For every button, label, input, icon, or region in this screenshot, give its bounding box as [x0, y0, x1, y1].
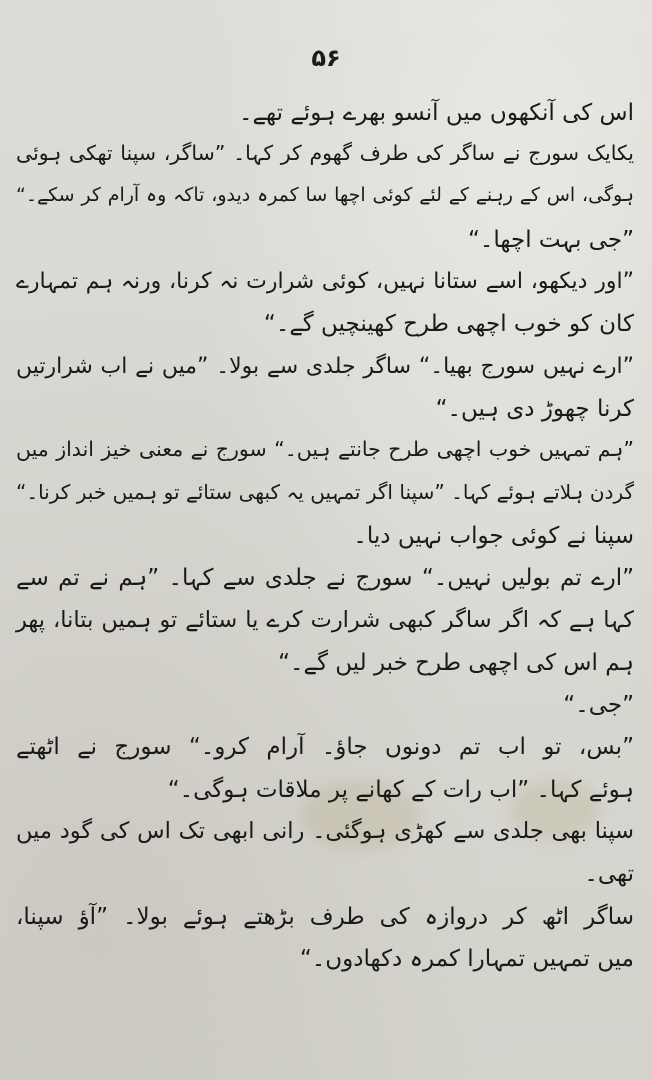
text-line: ”ارے نہیں سورج بھیا۔“ ساگر جلدی سے بولا۔ ”میں نے اب شرارتیں [16, 353, 634, 379]
text-line: تھی۔ [584, 861, 634, 888]
text-line: یکایک سورج نے ساگر کی طرف گھوم کر کہا۔ ”ساگر، سپنا تھکی ہوئی [16, 141, 634, 166]
text-line: ہوگی، اس کے رہنے کے لئے کوئی اچھا سا کمرہ دیدو، تاکہ وہ آرام کر سکے۔“ [16, 183, 634, 206]
text-line: کہا ہے کہ اگر ساگر کبھی شرارت کرے یا ستائے تو ہمیں بتانا، پھر [16, 606, 634, 633]
text-line: اس کی آنکھوں میں آنسو بھرے ہوئے تھے۔ [239, 100, 634, 126]
text-line: کرنا چھوڑ دی ہیں۔“ [435, 396, 634, 423]
text-line: ”ارے تم بولیں نہیں۔“ سورج نے جلدی سے کہا۔ ”ہم نے تم سے [16, 565, 634, 592]
text-line: سپنا بھی جلدی سے کھڑی ہوگئی۔ رانی ابھی تک اس کی گود میں [16, 818, 634, 845]
page-text [16, 100, 634, 988]
text-line: ہم اس کی اچھی طرح خبر لیں گے۔“ [278, 649, 634, 676]
text-line: ”جی۔“ [563, 692, 634, 719]
text-line: ہوئے کہا۔ ”اب رات کے کھانے پر ملاقات ہوگی۔“ [167, 776, 634, 803]
text-line: ”بس، تو اب تم دونوں جاؤ۔ آرام کرو۔“ سورج نے اٹھتے [16, 734, 634, 761]
text-line: گردن ہلاتے ہوئے کہا۔ ”سپنا اگر تمہیں یہ کبھی ستائے تو ہمیں خبر کرنا۔“ [16, 479, 634, 504]
page-number: ۵۶ [311, 44, 341, 72]
text-line: سپنا نے کوئی جواب نہیں دیا۔ [353, 522, 634, 549]
text-line: ”اور دیکھو، اسے ستانا نہیں، کوئی شرارت نہ کرنا، ورنہ ہم تمہارے [16, 269, 634, 295]
text-line: ساگر اٹھ کر دروازہ کی طرف بڑھتے ہوئے بولا۔ ”آؤ سپنا، [16, 903, 634, 930]
text-line: میں تمہیں تمہارا کمرہ دکھادوں۔“ [299, 945, 634, 972]
text-line: کان کو خوب اچھی طرح کھینچیں گے۔“ [263, 311, 634, 338]
text-line: ”ہم تمہیں خوب اچھی طرح جانتے ہیں۔“ سورج نے معنی خیز انداز میں [16, 437, 634, 462]
text-line: ”جی بہت اچھا۔“ [468, 226, 634, 253]
